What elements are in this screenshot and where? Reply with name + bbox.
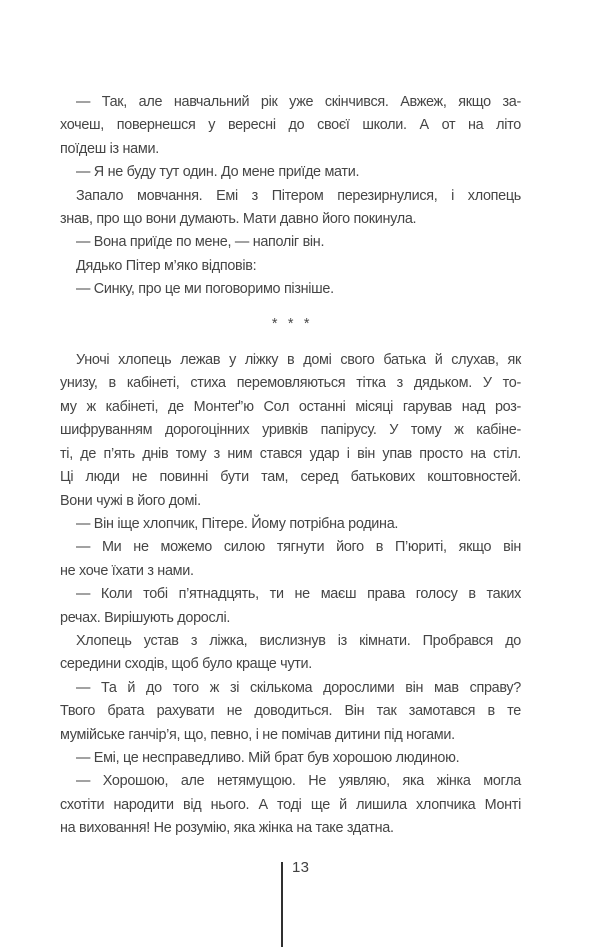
text-line: Уночі хлопець лежав у ліжку в домі свого батька й слухав, як bbox=[76, 352, 521, 369]
text-line: — Емі, це несправедливо. Мій брат був хорошою людиною. bbox=[76, 749, 460, 766]
paragraph bbox=[60, 231, 521, 254]
paragraph bbox=[60, 255, 521, 278]
paragraph bbox=[60, 349, 521, 513]
text-line: — Він іще хлопчик, Пітере. Йому потрібна родина. bbox=[76, 515, 399, 532]
text-line: унизу, в кабінеті, стиха перемовляються тітка з дядьком. У то- bbox=[60, 375, 521, 392]
page-number: 13 bbox=[292, 859, 310, 876]
paragraph bbox=[60, 583, 521, 630]
text-line: — Так, але навчальний рік уже скінчився. Авжеж, якщо за- bbox=[76, 94, 521, 110]
text-line: — Вона приїде по мене, — наполіг він. bbox=[76, 234, 325, 251]
page-text bbox=[60, 91, 521, 841]
text-line: — Ми не можемо силою тягнути його в П’юриті, якщо він bbox=[76, 539, 521, 556]
paragraph bbox=[60, 536, 521, 583]
text-line: — Синку, про це ми поговоримо пізніше. bbox=[76, 281, 334, 298]
paragraph bbox=[60, 91, 521, 161]
text-line: середини сходів, щоб було краще чути. bbox=[60, 656, 312, 673]
text-line: — Я не буду тут один. До мене приїде мати. bbox=[76, 164, 360, 181]
text-line: знав, про що вони думають. Мати давно його покинула. bbox=[60, 211, 417, 228]
text-line: ті, де п’ять днів тому з ним стався удар і він упав просто на стіл. bbox=[60, 445, 521, 462]
text-line: схотіти народити від нього. А тоді ще й лишила хлопчика Монті bbox=[60, 796, 521, 813]
paragraph bbox=[60, 278, 521, 301]
paragraph bbox=[60, 161, 521, 184]
text-line: му ж кабінеті, де Монтеґ’ю Сол останні місяці гарував над роз- bbox=[60, 398, 521, 415]
text-line: хочеш, повернешся у вересні до своєї школи. А от на літо bbox=[60, 117, 521, 134]
paragraph bbox=[60, 747, 521, 770]
text-line: — Хорошою, але нетямущою. Не уявляю, яка жінка могла bbox=[76, 773, 521, 790]
text-line: Твого брата рахувати не доводиться. Він так замотався в те bbox=[60, 703, 521, 720]
text-line: Запало мовчання. Емі з Пітером перезирнулися, і хлопець bbox=[76, 187, 521, 204]
text-line: Ці люди не повинні бути там, серед батькових коштовностей. bbox=[60, 469, 521, 486]
text-line: не хоче їхати з нами. bbox=[60, 562, 194, 579]
paragraph bbox=[60, 185, 521, 232]
paragraph bbox=[60, 770, 521, 840]
paragraph bbox=[60, 513, 521, 536]
text-line: на виховання! Не розумію, яка жінка на таке здатна. bbox=[60, 820, 394, 837]
text-line: шифруванням дорогоцінних уривків папірусу. У тому ж кабіне- bbox=[60, 422, 521, 439]
text-line: Вони чужі в його домі. bbox=[60, 492, 201, 509]
text-line: поїдеш із нами. bbox=[60, 140, 159, 157]
text-line: речах. Вирішують дорослі. bbox=[60, 609, 231, 626]
text-line: — Та й до того ж зі скількома дорослими він мав справу? bbox=[76, 679, 521, 696]
paragraph bbox=[60, 630, 521, 677]
text-line: — Коли тобі п’ятнадцять, ти не маєш права голосу в таких bbox=[76, 586, 521, 603]
text-line: Хлопець устав з ліжка, вислизнув із кімнати. Пробрався до bbox=[76, 632, 521, 649]
paragraph bbox=[60, 677, 521, 747]
footer-rule bbox=[281, 862, 283, 947]
text-line: мумійське ганчір’я, що, певно, і не помічав дитини під ногами. bbox=[60, 726, 455, 743]
section-separator: * * * bbox=[271, 315, 310, 332]
text-line: Дядько Пітер м’яко відповів: bbox=[76, 257, 257, 274]
